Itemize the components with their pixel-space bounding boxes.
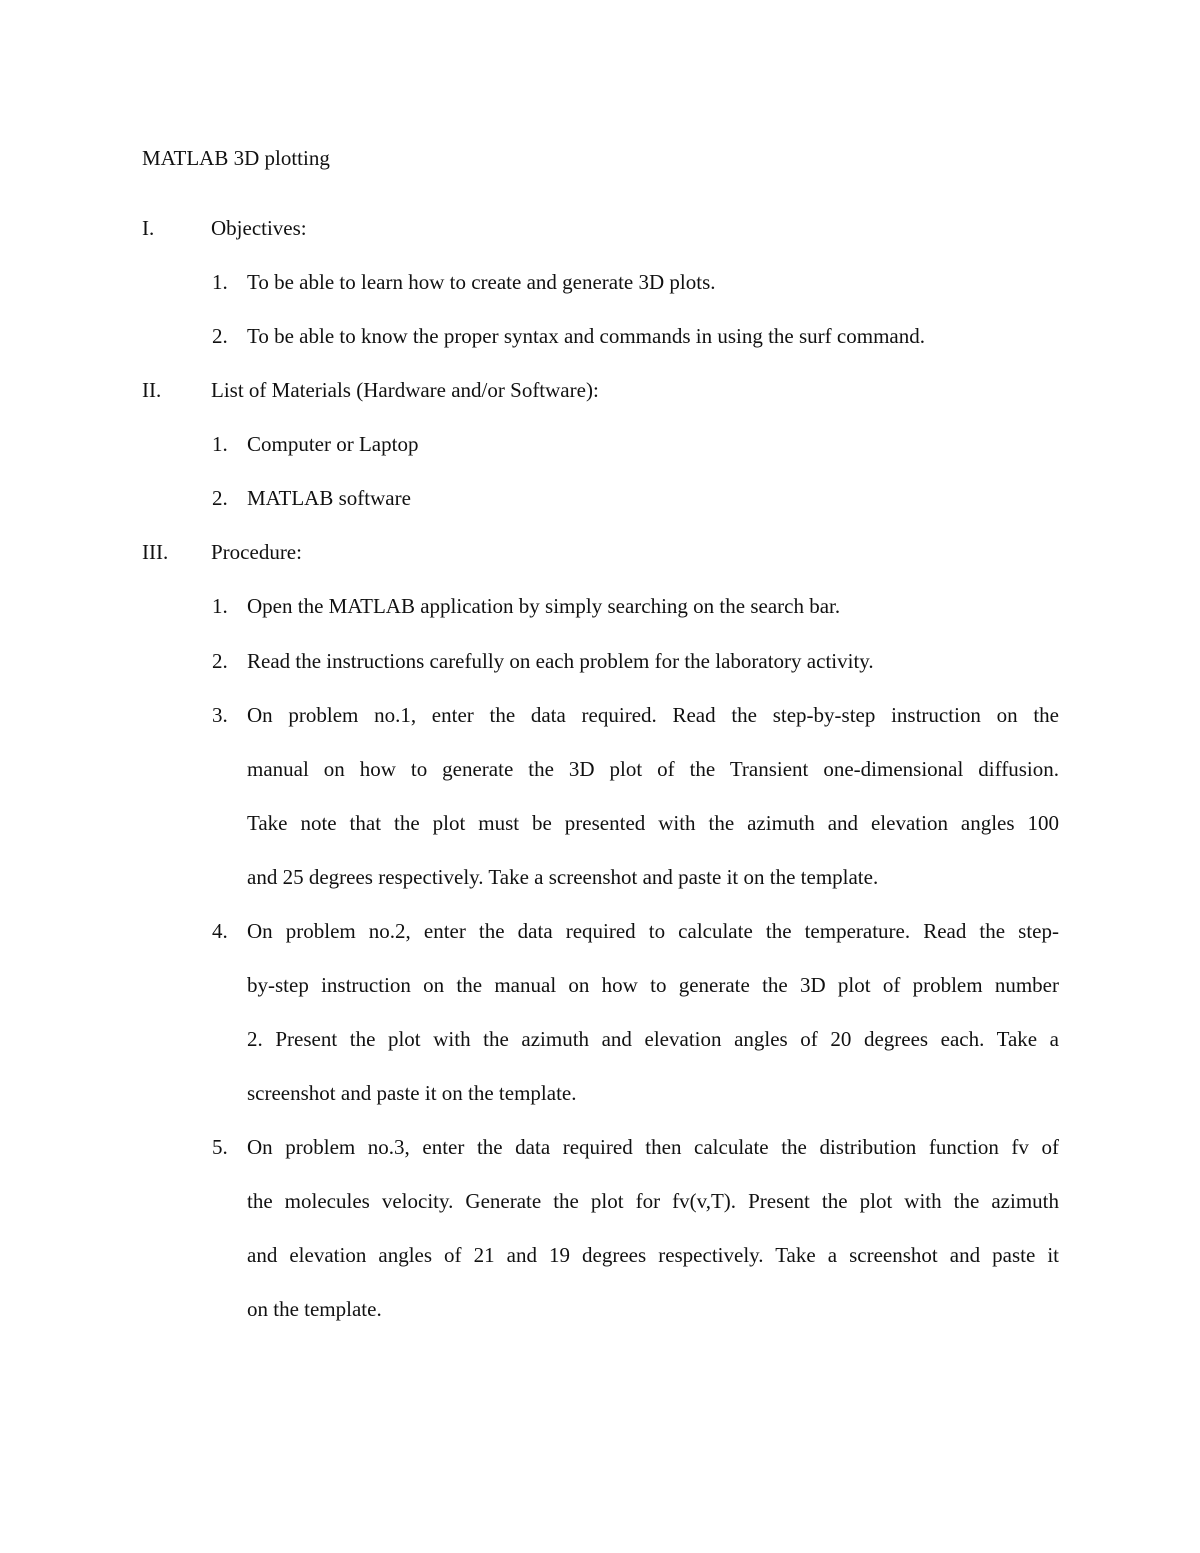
- list-item-number: 2.: [212, 486, 228, 510]
- list-item-text: 2. Present the plot with the azimuth and elevation angles of 20 degrees each. Take a: [247, 1027, 1059, 1051]
- document-title: MATLAB 3D plotting: [142, 146, 330, 170]
- list-item-text: screenshot and paste it on the template.: [247, 1081, 577, 1105]
- list-item-number: 1.: [212, 432, 228, 456]
- list-item-text: by-step instruction on the manual on how to generate the 3D plot of problem number: [247, 973, 1059, 997]
- section-heading-materials: List of Materials (Hardware and/or Software):: [211, 378, 599, 402]
- list-item-number: 3.: [212, 703, 228, 727]
- section-heading-procedure: Procedure:: [211, 540, 302, 564]
- list-item-text: manual on how to generate the 3D plot of the Transient one-dimensional diffusion.: [247, 757, 1059, 781]
- list-item-text: MATLAB software: [247, 486, 411, 510]
- list-item-text: On problem no.1, enter the data required. Read the step-by-step instruction on the: [247, 703, 1059, 727]
- list-item-text: On problem no.3, enter the data required then calculate the distribution function fv of: [247, 1135, 1059, 1159]
- list-item-number: 4.: [212, 919, 228, 943]
- list-item-text: Open the MATLAB application by simply searching on the search bar.: [247, 594, 841, 618]
- section-number: I.: [142, 216, 155, 240]
- list-item-text: Read the instructions carefully on each problem for the laboratory activity.: [247, 649, 874, 673]
- list-item-text: the molecules velocity. Generate the plot for fv(v,T). Present the plot with the azimuth: [247, 1189, 1059, 1213]
- list-item-number: 1.: [212, 594, 228, 618]
- list-item-text: and 25 degrees respectively. Take a screenshot and paste it on the template.: [247, 865, 879, 889]
- list-item-number: 1.: [212, 270, 228, 294]
- list-item-number: 2.: [212, 649, 228, 673]
- section-number: II.: [142, 378, 162, 402]
- list-item-text: and elevation angles of 21 and 19 degrees respectively. Take a screenshot and paste it: [247, 1243, 1059, 1267]
- list-item-text: To be able to learn how to create and generate 3D plots.: [247, 270, 716, 294]
- list-item-text: To be able to know the proper syntax and commands in using the surf command.: [247, 324, 925, 348]
- list-item-text: Take note that the plot must be presented with the azimuth and elevation angles 100: [247, 811, 1059, 835]
- section-heading-objectives: Objectives:: [211, 216, 307, 240]
- list-item-text: Computer or Laptop: [247, 432, 419, 456]
- list-item-text: On problem no.2, enter the data required to calculate the temperature. Read the step-: [247, 919, 1059, 943]
- list-item-text: on the template.: [247, 1297, 382, 1321]
- list-item-number: 2.: [212, 324, 228, 348]
- section-number: III.: [142, 540, 169, 564]
- list-item-number: 5.: [212, 1135, 228, 1159]
